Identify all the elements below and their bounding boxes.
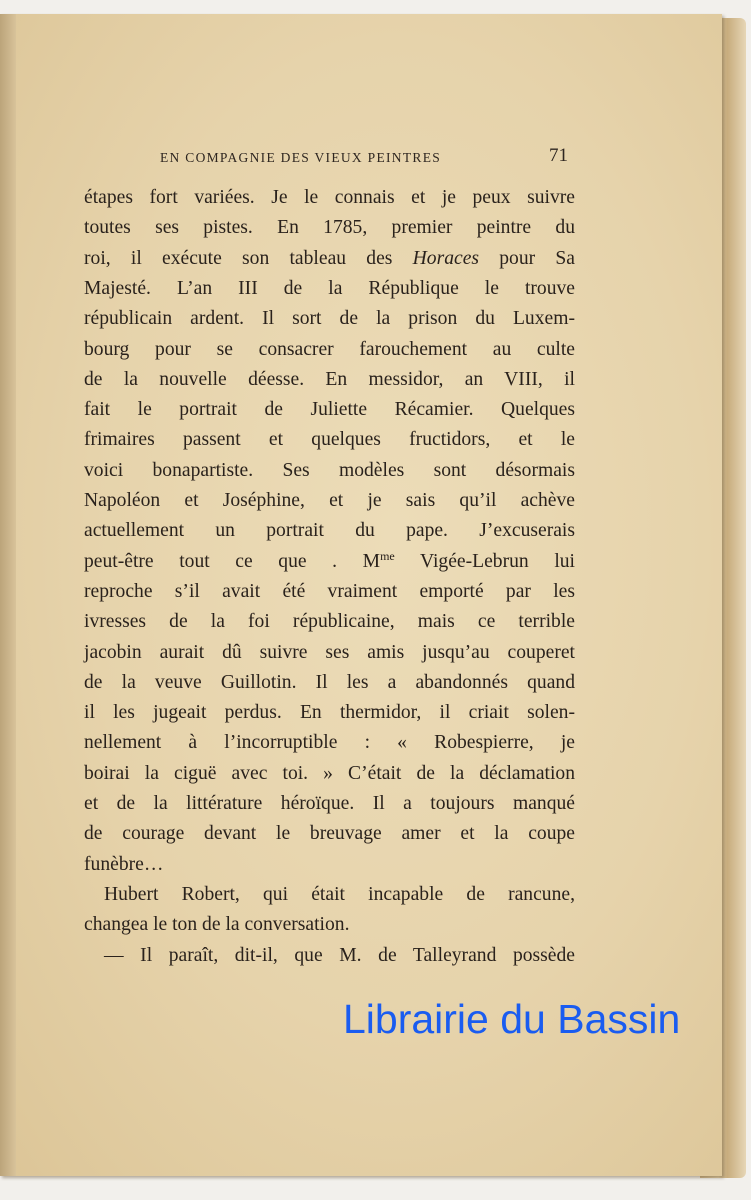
text-line — [84, 822, 575, 846]
text-line — [84, 731, 575, 755]
italic-title: Horaces — [412, 247, 480, 269]
text-run: frimaires passent et quelques fructidors, et le — [84, 429, 575, 451]
text-run: Majesté. L’an III de la République le trouve — [84, 277, 575, 299]
text-line — [84, 944, 575, 968]
text-run: actuellement un portrait du pape. J’excuserais — [84, 520, 575, 542]
text-run: funèbre… — [84, 853, 164, 875]
text-line — [84, 641, 575, 665]
text-line — [84, 610, 575, 634]
text-line — [84, 186, 575, 210]
text-line — [84, 762, 575, 786]
text-run: républicain ardent. Il sort de la prison du Luxem- — [84, 308, 575, 330]
text-run: peut-être tout ce que . M — [84, 550, 381, 572]
text-run: Vigée-Lebrun lui — [394, 550, 575, 572]
text-line — [84, 428, 575, 452]
text-line — [84, 580, 575, 604]
page-number: 71 — [549, 145, 568, 166]
text-line — [84, 247, 575, 271]
text-run: fait le portrait de Juliette Récamier. Quelques — [84, 399, 575, 421]
text-run: de courage devant le breuvage amer et la coupe — [84, 823, 575, 845]
text-run: Napoléon et Joséphine, et je sais qu’il achève — [84, 490, 575, 511]
text-run: il les jugeait perdus. En thermidor, il criait solen- — [84, 702, 575, 724]
text-run: changea le ton de la conversation. — [84, 914, 350, 936]
page-gutter-edge — [0, 14, 16, 1176]
text-run: ivresses de la foi républicaine, mais ce terrible — [84, 611, 575, 633]
superscript: me — [380, 548, 395, 563]
text-line — [84, 853, 575, 877]
text-run: voici bonapartiste. Ses modèles sont désormais — [84, 459, 575, 481]
text-line — [84, 216, 575, 240]
text-line — [84, 913, 575, 937]
text-run: Hubert Robert, qui était incapable de rancune, — [104, 883, 575, 905]
text-line — [84, 307, 575, 331]
text-line — [84, 550, 575, 574]
running-title: EN COMPAGNIE DES VIEUX PEINTRES — [160, 150, 442, 165]
text-run: jacobin aurait dû suivre ses amis jusqu’au couperet — [84, 641, 575, 663]
text-run: pour Sa — [479, 247, 575, 269]
text-run: bourg pour se consacrer farouchement au culte — [84, 338, 575, 360]
text-run: de la nouvelle déesse. En messidor, an VIII, il — [84, 368, 575, 390]
text-line — [84, 519, 575, 543]
text-run: boirai la ciguë avec toi. » C’était de la déclamation — [84, 762, 575, 784]
text-line — [84, 398, 575, 422]
text-line — [84, 883, 575, 907]
text-run: et de la littérature héroïque. Il a toujours manqué — [84, 793, 575, 814]
text-line — [84, 701, 575, 725]
text-line — [84, 277, 575, 301]
text-run: étapes fort variées. Je le connais et je peux suivre — [84, 187, 575, 208]
text-line — [84, 489, 575, 513]
text-line — [84, 459, 575, 483]
text-run: — Il paraît, dit-il, que M. de Talleyrand possède — [104, 944, 575, 966]
text-line — [84, 338, 575, 362]
text-line — [84, 671, 575, 695]
text-line — [84, 792, 575, 816]
text-line — [84, 368, 575, 392]
text-run: reproche s’il avait été vraiment emporté par les — [84, 580, 575, 602]
text-run: toutes ses pistes. En 1785, premier peintre du — [84, 217, 575, 239]
text-run: roi, il exécute son tableau des — [84, 247, 413, 269]
text-run: nellement à l’incorruptible : « Robespierre, je — [84, 732, 575, 754]
text-run: de la veuve Guillotin. Il les a abandonnés quand — [84, 671, 575, 693]
watermark: Librairie du Bassin — [343, 996, 681, 1042]
